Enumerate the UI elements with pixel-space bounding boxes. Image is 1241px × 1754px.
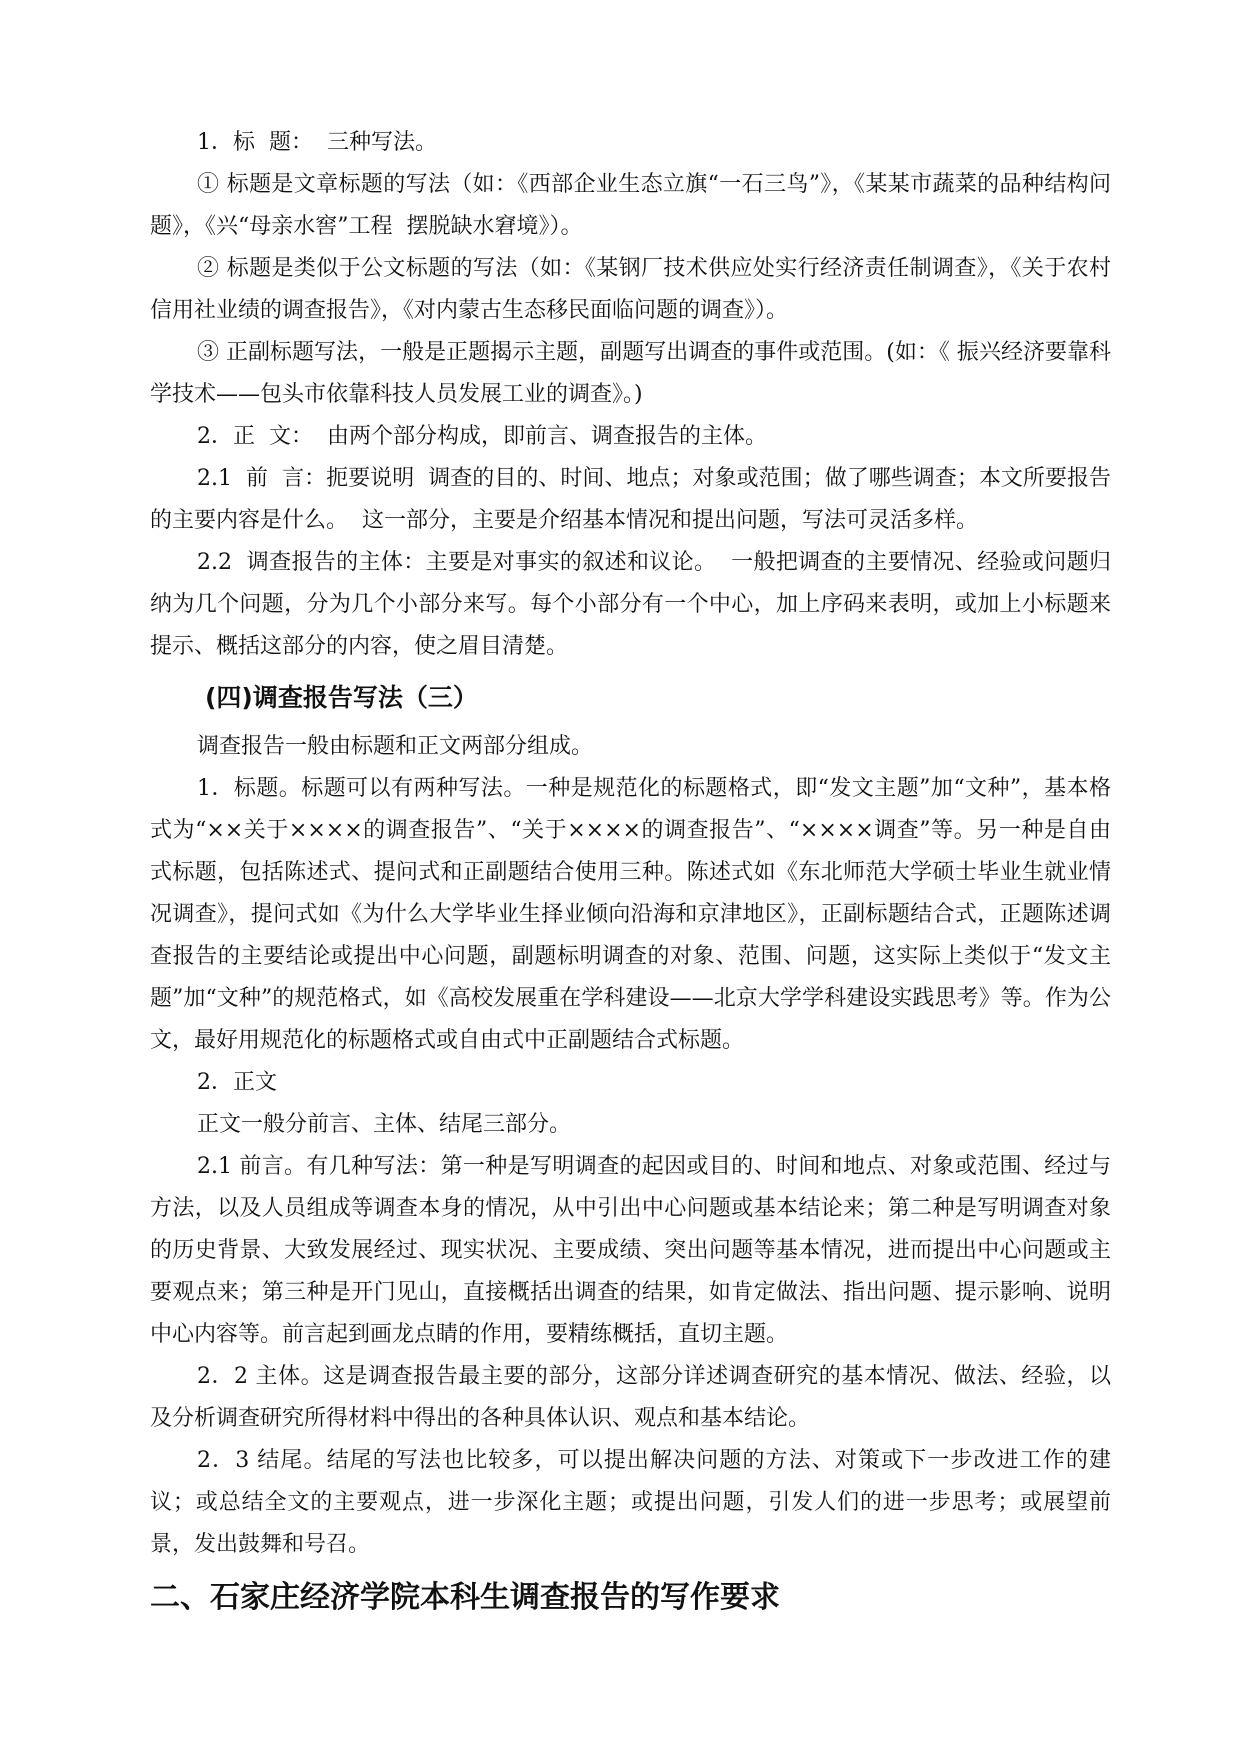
paragraph: ① 标题是文章标题的写法（如：《西部企业生态立旗“一石三鸟”》，《某某市蔬菜的品种结构问题》，《兴“母亲水窖”工程 摆脱缺水窘境》）。: [150, 172, 1111, 239]
paragraph: 1．标题。标题可以有两种写法。一种是规范化的标题格式，即“发文主题”加“文种”，基本格式为“××关于××××的调查报告”、“关于××××的调查报告”、“××××调查”等。另一种是自由式标题，包括陈述式、提问式和正副题结合使用三种。陈述式如《东北师范大学硕士毕业生就业情况调查》，提问式如《为什么大学毕业生择业倾向沿海和京津地区》，正副标题结合式，正题陈述调查报告的主要结论或提出中心问题，副题标明调查的对象、范围、问题，这实际上类似于“发文主题”加“文种”的规范格式，如《高校发展重在学科建设——北京大学学科建设实践思考》等。作为公文，最好用规范化的标题格式或自由式中正副题结合式标题。: [150, 776, 1111, 1053]
paragraph: 2．2 主体。这是调查报告最主要的部分，这部分详述调查研究的基本情况、做法、经验，以及分析调查研究所得材料中得出的各种具体认识、观点和基本结论。: [150, 1364, 1111, 1431]
paragraph: ③ 正副标题写法，一般是正题揭示主题，副题写出调查的事件或范围。(如：《 振兴经济要靠科学技术——包头市依靠科技人员发展工业的调查》。): [150, 340, 1111, 407]
paragraph: 2．正 文： 由两个部分构成，即前言、调查报告的主体。: [197, 424, 767, 449]
paragraph: 2．正文: [197, 1070, 277, 1095]
paragraph: 2.1 前 言：扼要说明 调查的目的、时间、地点；对象或范围；做了哪些调查；本文所要报告的主要内容是什么。 这一部分，主要是介绍基本情况和提出问题，写法可灵活多样。: [150, 466, 1111, 533]
section-heading: (四)调查报告写法（三）: [205, 683, 478, 712]
paragraph: 2.1 前言。有几种写法：第一种是写明调查的起因或目的、时间和地点、对象或范围、经过与方法，以及人员组成等调查本身的情况，从中引出中心问题或基本结论来；第二种是写明调查对象的历史背景、大致发展经过、现实状况、主要成绩、突出问题等基本情况，进而提出中心问题或主要观点来；第三种是开门见山，直接概括出调查的结果，如肯定做法、指出问题、提示影响、说明中心内容等。前言起到画龙点睛的作用，要精练概括，直切主题。: [150, 1154, 1111, 1347]
paragraph: 2.2 调查报告的主体：主要是对事实的叙述和议论。 一般把调查的主要情况、经验或问题归纳为几个问题，分为几个小部分来写。每个小部分有一个中心，加上序码来表明，或加上小标题来提示、概括这部分的内容，使之眉目清楚。: [150, 550, 1111, 659]
paragraph: 1．标 题： 三种写法。: [197, 130, 437, 155]
document-page: [150, 122, 1111, 1624]
paragraph: 2．3 结尾。结尾的写法也比较多，可以提出解决问题的方法、对策或下一步改进工作的建议；或总结全文的主要观点，进一步深化主题；或提出问题，引发人们的进一步思考；或展望前景，发出鼓舞和号召。: [150, 1448, 1111, 1557]
paragraph: ② 标题是类似于公文标题的写法（如：《某钢厂技术供应处实行经济责任制调查》，《关于农村信用社业绩的调查报告》，《对内蒙古生态移民面临问题的调查》）。: [150, 256, 1111, 323]
chapter-heading: 二、石家庄经济学院本科生调查报告的写作要求: [150, 1580, 780, 1615]
paragraph: 正文一般分前言、主体、结尾三部分。: [197, 1112, 572, 1137]
paragraph: 调查报告一般由标题和正文两部分组成。: [197, 734, 594, 759]
